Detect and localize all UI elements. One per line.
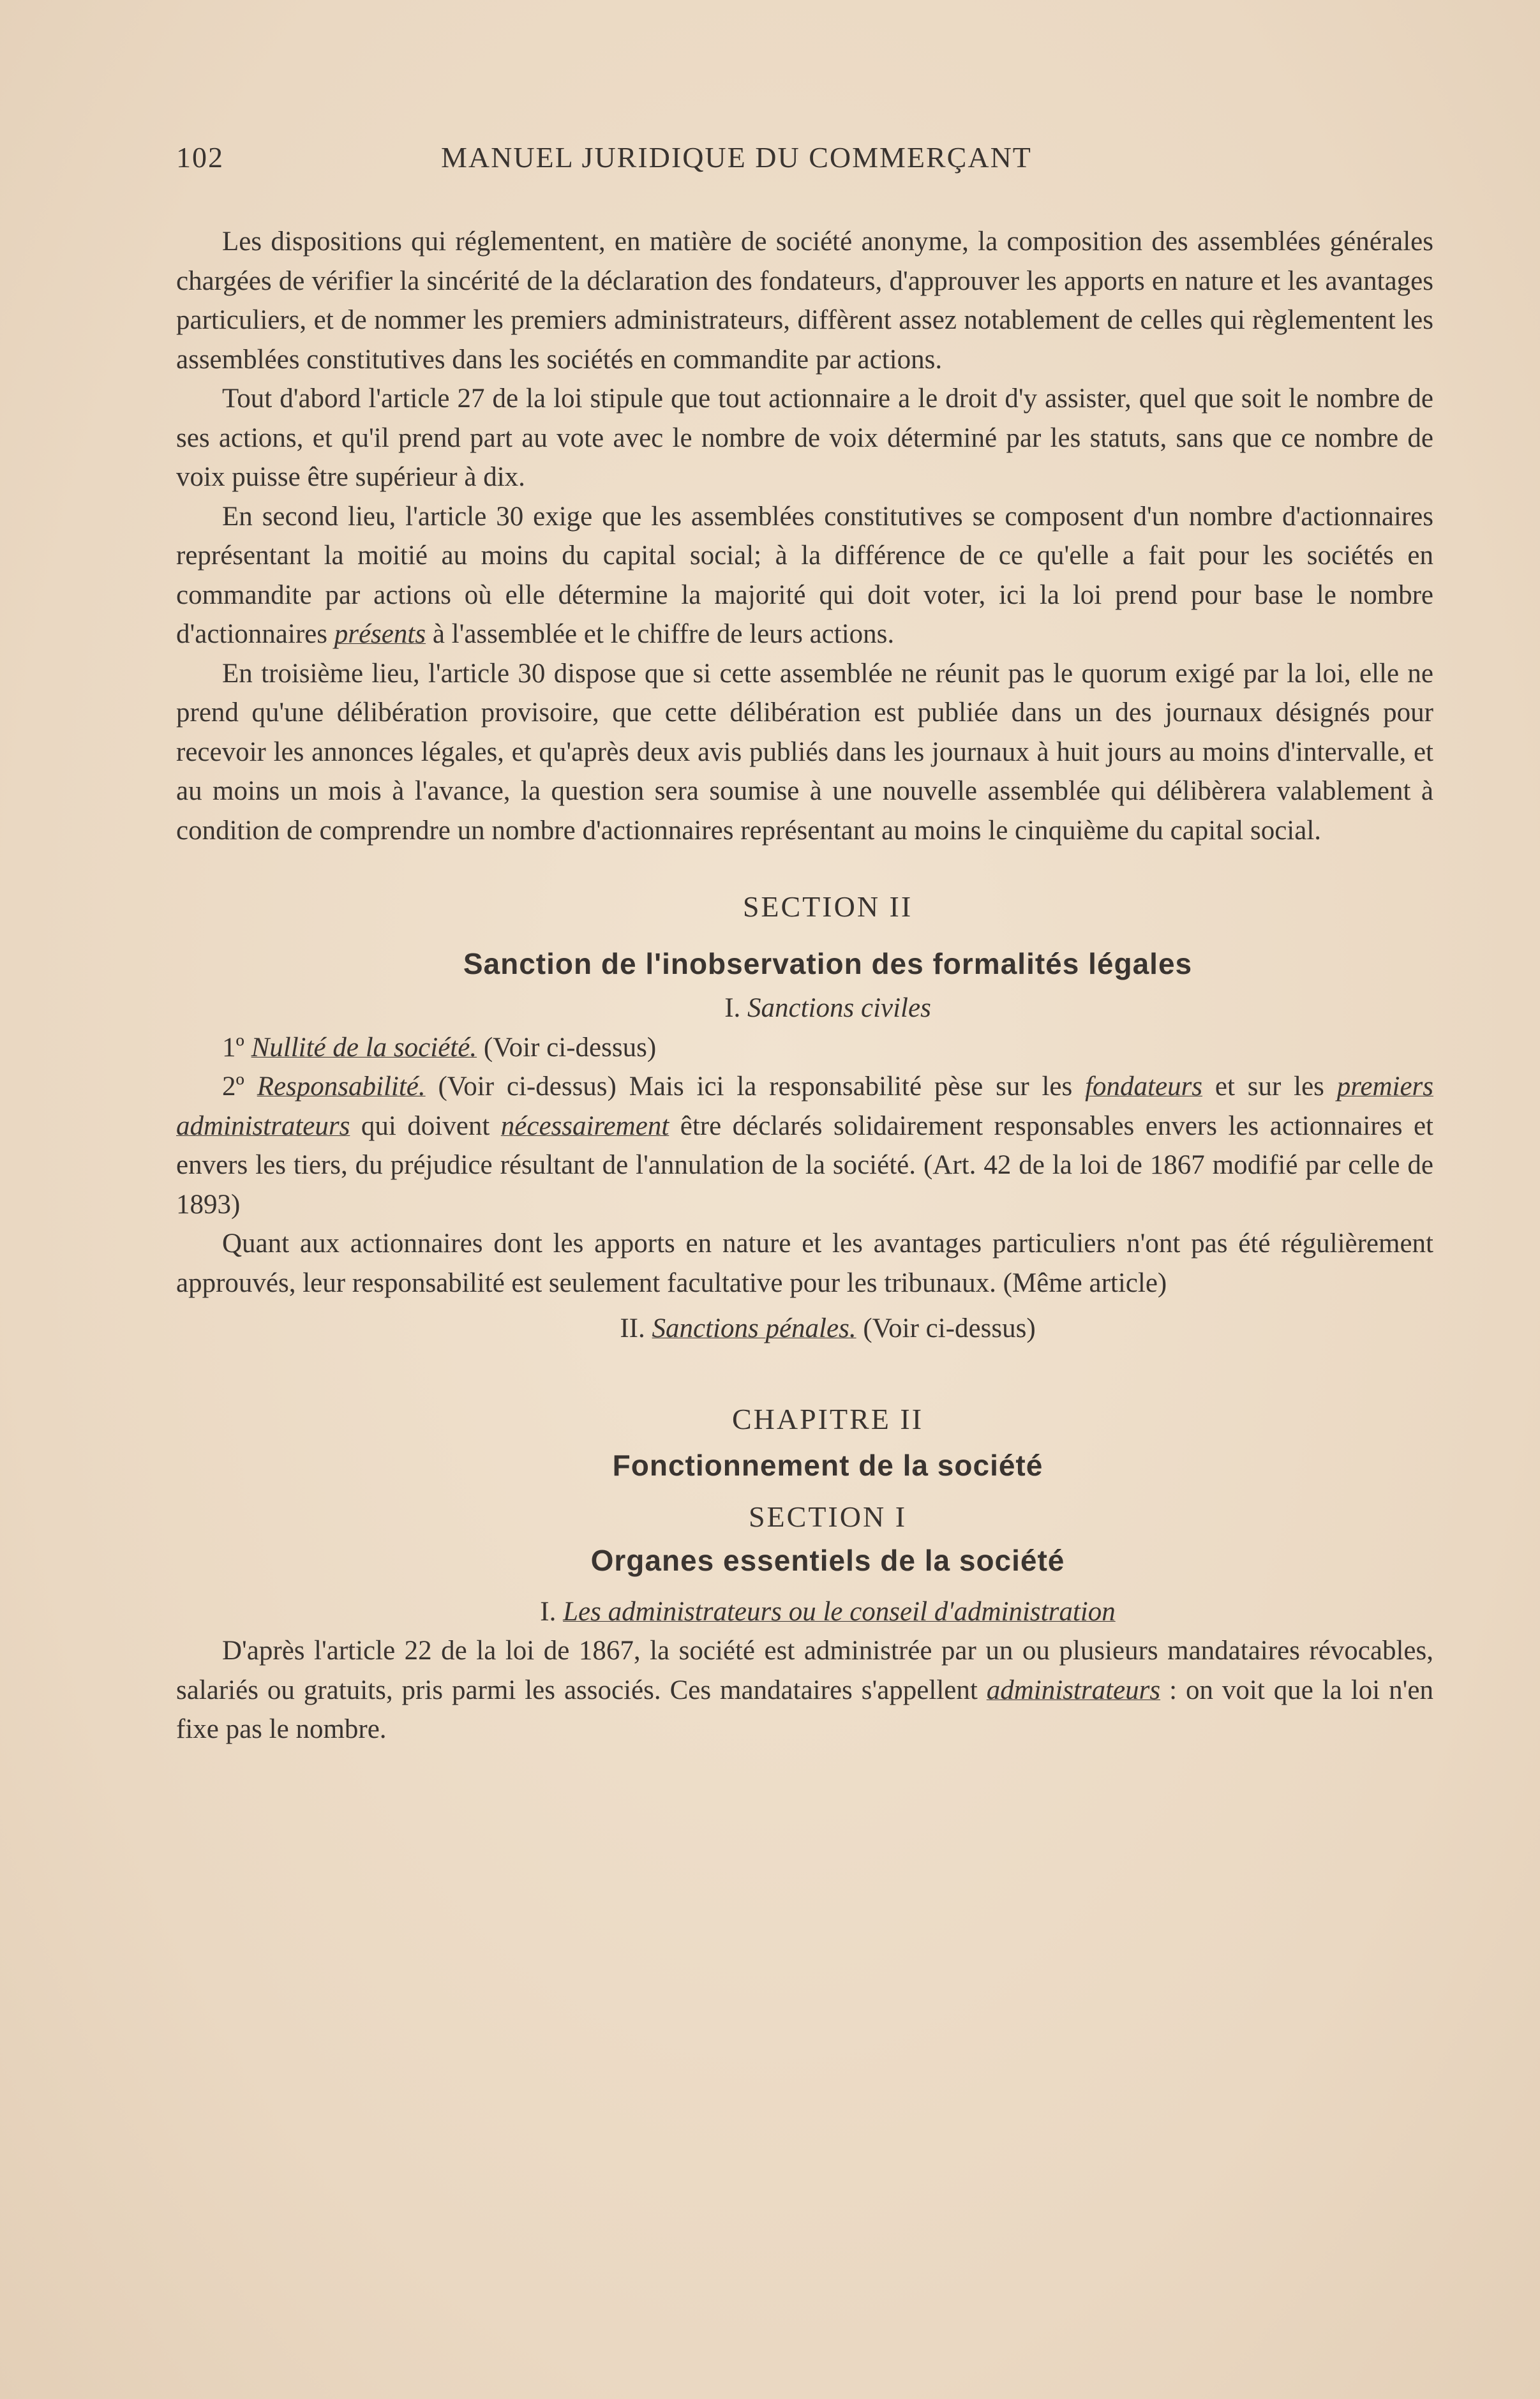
chapter-label: CHAPITRE II bbox=[731, 1402, 924, 1435]
paragraph-actionnaires: Quant aux actionnaires dont les apports en nature et les avantages particuliers n'ont pas été régulièrement approuvés, leur responsabilité est seulement facultative pour les tribunaux. (Même article) bbox=[176, 1229, 1433, 1298]
subheading-sanctions-civiles: I. Sanctions civiles bbox=[724, 993, 931, 1023]
running-header bbox=[176, 140, 1433, 185]
section-1-label: SECTION I bbox=[748, 1500, 908, 1533]
paragraph-article-30: En second lieu, l'article 30 exige que les assemblées constitutives se composent d'un nombre d'actionnaires représentant la moitié au moins du capital social; à la différence de ce qu'elle a fait pour les sociétés en commandite par actions où elle détermine la majorité qui doit voter, ici la loi prend pour base le nombre d'actionnaires présents à l'assemblée et le chiffre de leurs actions. bbox=[176, 501, 1433, 649]
body-text bbox=[176, 222, 1433, 1749]
section-2-title: Sanction de l'inobservation des formalités légales bbox=[463, 946, 1193, 980]
subheading-administrateurs: I. Les administrateurs ou le conseil d'administration bbox=[540, 1596, 1116, 1627]
section-1-title: Organes essentiels de la société bbox=[590, 1544, 1065, 1577]
paragraph-article-22: D'après l'article 22 de la loi de 1867, la société est administrée par un ou plusieurs mandataires révocables, salariés ou gratuits, pris parmi les associés. Ces mandataires s'appellent administrateurs : on voit que la loi n'en fixe pas le nombre. bbox=[176, 1636, 1433, 1744]
emphasis-presents: présents bbox=[334, 619, 426, 649]
paragraph-quorum: En troisième lieu, l'article 30 dispose que si cette assemblée ne réunit pas le quorum exigé par la loi, elle ne prend qu'une délibération provisoire, que cette délibération est publiée dans un des journaux désignés pour recevoir les annonces légales, et qu'après deux avis publiés dans les journaux à huit jours au moins d'intervalle, et au moins un mois à l'avance, la question sera soumise à une nouvelle assemblée qui délibèrera valablement à condition de comprendre un nombre d'actionnaires représentant au moins le cinquième du capital social. bbox=[176, 658, 1433, 846]
item-responsabilite: 2º Responsabilité. (Voir ci-dessus) Mais ici la responsabilité pèse sur les fondateurs et sur les premiers administrateurs qui doivent nécessairement être déclarés solidairement responsables envers les actionnaires et envers les tiers, du préjudice résultant de l'annulation de la société. (Art. 42 de la loi de 1867 modifié par celle de 1893) bbox=[176, 1072, 1434, 1220]
page-number: 102 bbox=[176, 141, 224, 174]
paragraph-intro: Les dispositions qui réglementent, en matière de société anonyme, la composition des assemblées générales chargées de vérifier la sincérité de la déclaration des fondateurs, d'approuver les apports en nature et les avantages particuliers, et de nommer les premiers administrateurs, diffèrent assez notablement de celles qui règlementent les assemblées constitutives dans les sociétés en commandite par actions. bbox=[176, 227, 1433, 375]
running-title: MANUEL JURIDIQUE DU COMMERÇANT bbox=[441, 141, 1032, 174]
subheading-sanctions-penales: II. Sanctions pénales. (Voir ci-dessus) bbox=[620, 1313, 1036, 1343]
item-nullite: 1º Nullité de la société. (Voir ci-dessus) bbox=[222, 1032, 657, 1063]
paragraph-article-27: Tout d'abord l'article 27 de la loi stipule que tout actionnaire a le droit d'y assister, quel que soit le nombre de ses actions, et qu'il prend part au vote avec le nombre de voix déterminé par les statuts, sans que ce nombre de voix puisse être supérieur à dix. bbox=[176, 384, 1433, 492]
chapter-title: Fonctionnement de la société bbox=[612, 1449, 1043, 1482]
document-page bbox=[176, 140, 1433, 1749]
section-2-label: SECTION II bbox=[742, 890, 913, 923]
